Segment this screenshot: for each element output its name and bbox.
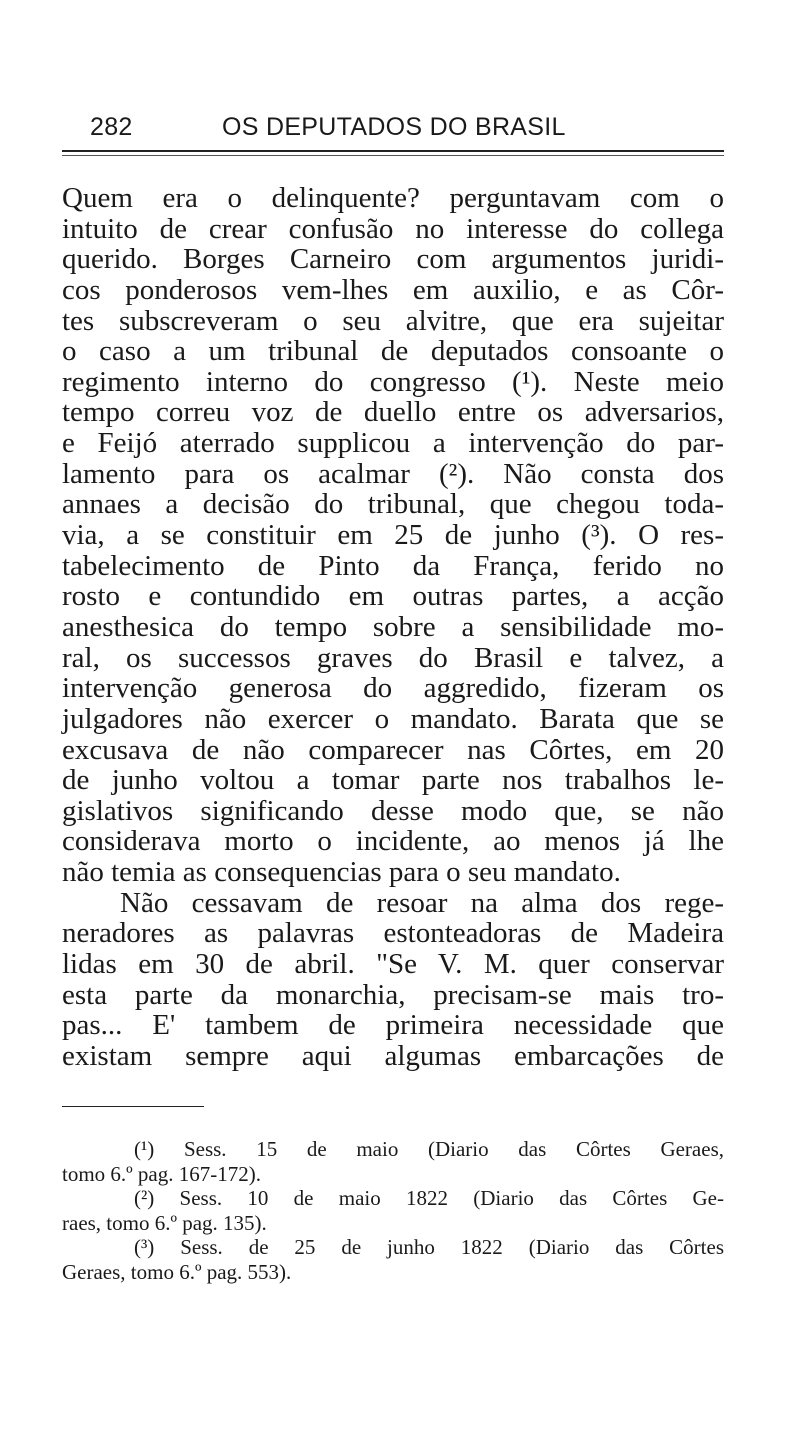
footnote-line: (²) Sess. 10 de maio 1822 (Diario das Côrtes Ge- xyxy=(134,1186,724,1210)
footnotes xyxy=(62,1137,724,1284)
text-line: anesthesica do tempo sobre a sensibilidade mo- xyxy=(62,610,724,643)
header-rule xyxy=(62,150,724,152)
text-line: existam sempre aqui algumas embarcações de xyxy=(62,1039,724,1072)
text-line: pas... E' tambem de primeira necessidade que xyxy=(62,1009,724,1042)
text-line: excusava de não comparecer nas Côrtes, em 20 xyxy=(62,733,724,766)
text-line: tes subscreveram o seu alvitre, que era sujeitar xyxy=(62,304,724,337)
text-line: annaes a decisão do tribunal, que chegou toda- xyxy=(62,488,724,521)
footnote-line: Geraes, tomo 6.º pag. 553). xyxy=(62,1259,292,1284)
text-line: considerava morto o incidente, ao menos já lhe xyxy=(62,825,724,858)
text-line: Não cessavam de resoar na alma dos rege- xyxy=(120,886,724,919)
text-line: intuito de crear confusão no interesse do collega xyxy=(62,212,724,245)
text-line: tabelecimento de Pinto da França, ferido no xyxy=(62,549,724,582)
page-number: 282 xyxy=(90,113,133,141)
text-line: esta parte da monarchia, precisam-se mais tro- xyxy=(62,978,724,1011)
text-line: lamento para os acalmar (²). Não consta dos xyxy=(62,457,724,490)
footnote-line: tomo 6.º pag. 167-172). xyxy=(62,1161,261,1186)
footnote-line: (³) Sess. de 25 de junho 1822 (Diario das Côrtes xyxy=(134,1235,724,1259)
footnote-separator xyxy=(62,1106,204,1107)
text-line: e Feijó aterrado supplicou a intervenção do par- xyxy=(62,427,724,460)
text-line: rosto e contundido em outras partes, a acção xyxy=(62,580,724,613)
header-rule-secondary xyxy=(62,155,724,156)
text-line: o caso a um tribunal de deputados consoante o xyxy=(62,335,724,368)
footnote-line: raes, tomo 6.º pag. 135). xyxy=(62,1210,267,1235)
text-line: julgadores não exercer o mandato. Barata que se xyxy=(62,702,724,735)
running-head xyxy=(90,113,720,142)
text-line: intervenção generosa do aggredido, fizeram os xyxy=(62,672,724,705)
text-line: regimento interno do congresso (¹). Neste meio xyxy=(62,365,724,398)
footnote-line: (¹) Sess. 15 de maio (Diario das Côrtes Geraes, xyxy=(134,1137,724,1161)
text-line: de junho voltou a tomar parte nos trabalhos le- xyxy=(62,764,724,797)
text-line: tempo correu voz de duello entre os adversarios, xyxy=(62,396,724,429)
text-line: ral, os successos graves do Brasil e talvez, a xyxy=(62,641,724,674)
text-line: lidas em 30 de abril. "Se V. M. quer conservar xyxy=(62,948,724,981)
text-line: não temia as consequencias para o seu mandato. xyxy=(62,856,621,889)
text-line: neradores as palavras estonteadoras de Madeira xyxy=(62,917,724,950)
text-line: cos ponderosos vem-lhes em auxilio, e as Côr- xyxy=(62,273,724,306)
text-line: gislativos significando desse modo que, se não xyxy=(62,794,724,827)
text-line: querido. Borges Carneiro com argumentos juridi- xyxy=(62,243,724,276)
text-line: via, a se constituir em 25 de junho (³). O res- xyxy=(62,519,724,552)
text-line: Quem era o delinquente? perguntavam com o xyxy=(62,182,724,214)
main-text xyxy=(62,183,724,1072)
running-title: OS DEPUTADOS DO BRASIL xyxy=(222,113,566,141)
